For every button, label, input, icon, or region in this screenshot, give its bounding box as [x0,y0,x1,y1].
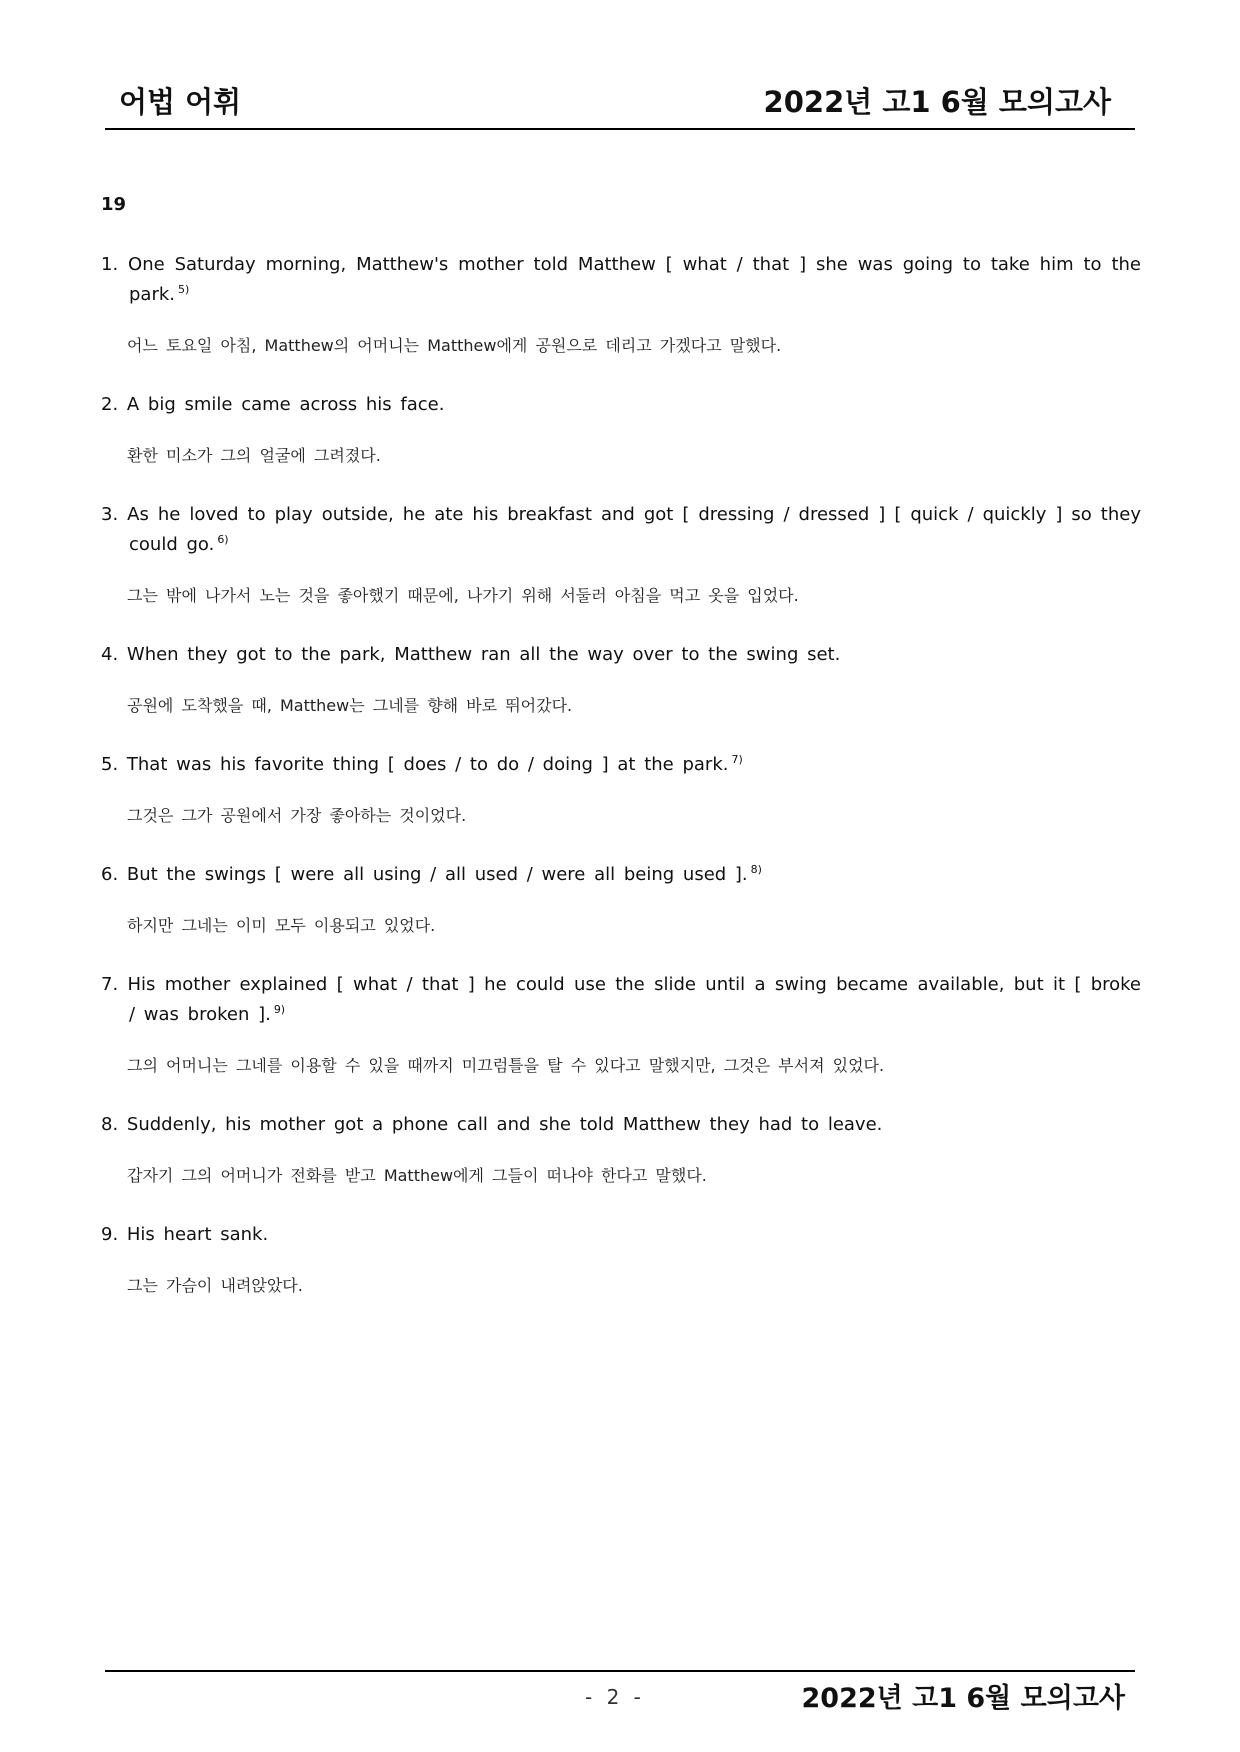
english-sentence: 8. Suddenly, his mother got a phone call and she told Matthew they had to leave. [101,1114,883,1135]
footnote-marker: 8) [750,863,762,876]
list-item [101,860,1141,938]
page-header [105,78,1135,130]
english-sentence: 3. As he loved to play outside, he ate his breakfast and got [ dressing / dressed ] [ quick / quickly ] so they could go. $^{6)}$ [101,504,1141,555]
english-sentence: 6. But the swings [ were all using / all used / were all being used ]. $^{8)}$ [101,863,762,885]
footnote-marker: 7) [731,753,743,766]
korean-translation: 그는 가슴이 내려앉았다. [127,1276,303,1295]
list-item [101,500,1141,608]
question-number: 19 [101,194,127,215]
korean-translation: 그는 밖에 나가서 노는 것을 좋아했기 때문에, 나가기 위해 서둘러 아침을 먹고 옷을 입었다. [127,586,799,605]
footnote-marker: 5) [178,283,190,296]
list-item [101,1220,1141,1298]
english-sentence: 5. That was his favorite thing [ does / to do / doing ] at the park. $^{7)}$ [101,753,743,775]
korean-translation: 그의 어머니는 그네를 이용할 수 있을 때까지 미끄럼틀을 탈 수 있다고 말했지만, 그것은 부서져 있었다. [127,1056,885,1075]
list-item [101,1110,1141,1188]
list-item [101,970,1141,1078]
list-item [101,750,1141,828]
footnote-marker: 9) [273,1003,286,1016]
korean-translation: 갑자기 그의 어머니가 전화를 받고 Matthew에게 그들이 떠나야 한다고 말했다. [127,1166,707,1185]
footnote-marker: 6) [217,533,229,546]
korean-translation: 어느 토요일 아침, Matthew의 어머니는 Matthew에게 공원으로 데리고 가겠다고 말했다. [127,336,782,355]
korean-translation: 그것은 그가 공원에서 가장 좋아하는 것이었다. [127,806,467,825]
page-number: - 2 - [585,1685,645,1709]
footer-divider [105,1670,1135,1672]
english-sentence: 7. His mother explained [ what / that ] he could use the slide until a swing became available, but it [ broke / was broken ]. $^{9)}$ [101,974,1141,1025]
section-title: 어법 어휘 [119,85,242,119]
korean-translation: 하지만 그네는 이미 모두 이용되고 있었다. [127,916,436,935]
list-item [101,250,1141,358]
english-sentence: 9. His heart sank. [101,1224,269,1245]
english-sentence: 2. A big smile came across his face. [101,394,445,415]
sentence-list [101,250,1141,1330]
exam-title: 2022년 고1 6월 모의고사 [763,85,1111,119]
korean-translation: 환한 미소가 그의 얼굴에 그려졌다. [127,446,381,465]
list-item [101,390,1141,468]
english-sentence: 1. One Saturday morning, Matthew's mother told Matthew [ what / that ] she was going to take him to the park. $^{5)}$ [101,254,1141,305]
english-sentence: 4. When they got to the park, Matthew ran all the way over to the swing set. [101,644,841,665]
korean-translation: 공원에 도착했을 때, Matthew는 그네를 향해 바로 뛰어갔다. [127,696,573,715]
list-item [101,640,1141,718]
footer-title: 2022년 고1 6월 모의고사 [801,1683,1125,1714]
